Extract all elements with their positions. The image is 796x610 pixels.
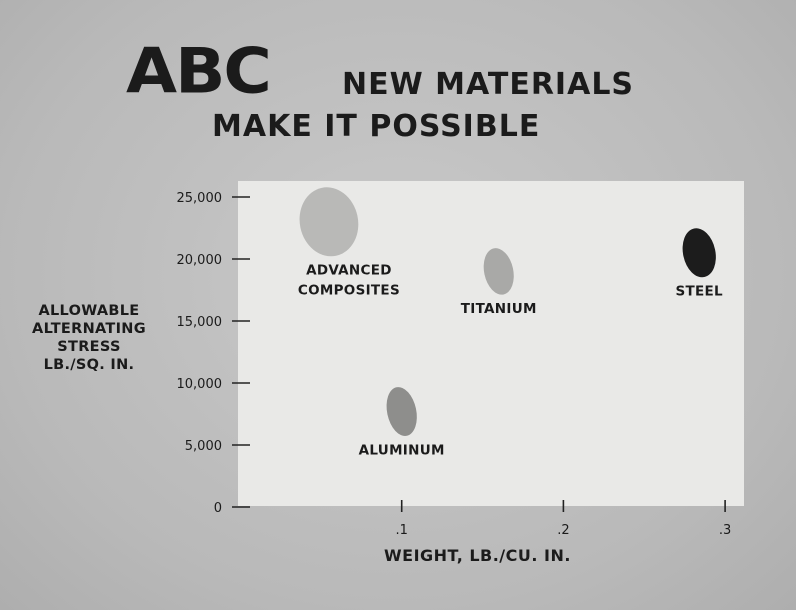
title-brand: ABC: [126, 34, 270, 108]
point-label-line: ADVANCED: [306, 262, 392, 279]
y-axis-label-line: STRESS: [57, 339, 121, 355]
data-point: [480, 245, 518, 297]
data-point: [678, 225, 720, 280]
y-tick-label: 20,000: [176, 253, 222, 268]
point-label-line: STEEL: [675, 283, 723, 300]
data-point: [382, 384, 421, 439]
y-axis-label-line: LB./SQ. IN.: [43, 357, 135, 373]
x-tick-label: .3: [718, 523, 732, 538]
title-line-1: NEW MATERIALS: [342, 67, 635, 102]
y-tick-label: 15,000: [176, 315, 222, 330]
y-tick-label: 0: [213, 501, 222, 516]
y-tick-label: 25,000: [176, 191, 222, 206]
point-label-line: TITANIUM: [460, 300, 537, 317]
x-tick-label: .1: [395, 523, 408, 538]
x-tick-label: .2: [557, 523, 570, 538]
title-line-2: MAKE IT POSSIBLE: [212, 109, 541, 144]
point-label: [359, 442, 445, 458]
data-point: [293, 182, 364, 262]
point-label-line: COMPOSITES: [297, 282, 400, 299]
point-label: [461, 301, 537, 317]
y-axis-label-line: ALTERNATING: [32, 321, 146, 337]
point-label: [298, 263, 400, 299]
y-tick-label: 5,000: [184, 439, 222, 454]
y-axis-label-line: ALLOWABLE: [38, 303, 140, 319]
point-label-line: ALUMINUM: [358, 442, 445, 459]
x-axis-label: WEIGHT, LB./CU. IN.: [384, 546, 571, 565]
point-label: [675, 284, 723, 300]
y-tick-label: 10,000: [176, 377, 222, 392]
